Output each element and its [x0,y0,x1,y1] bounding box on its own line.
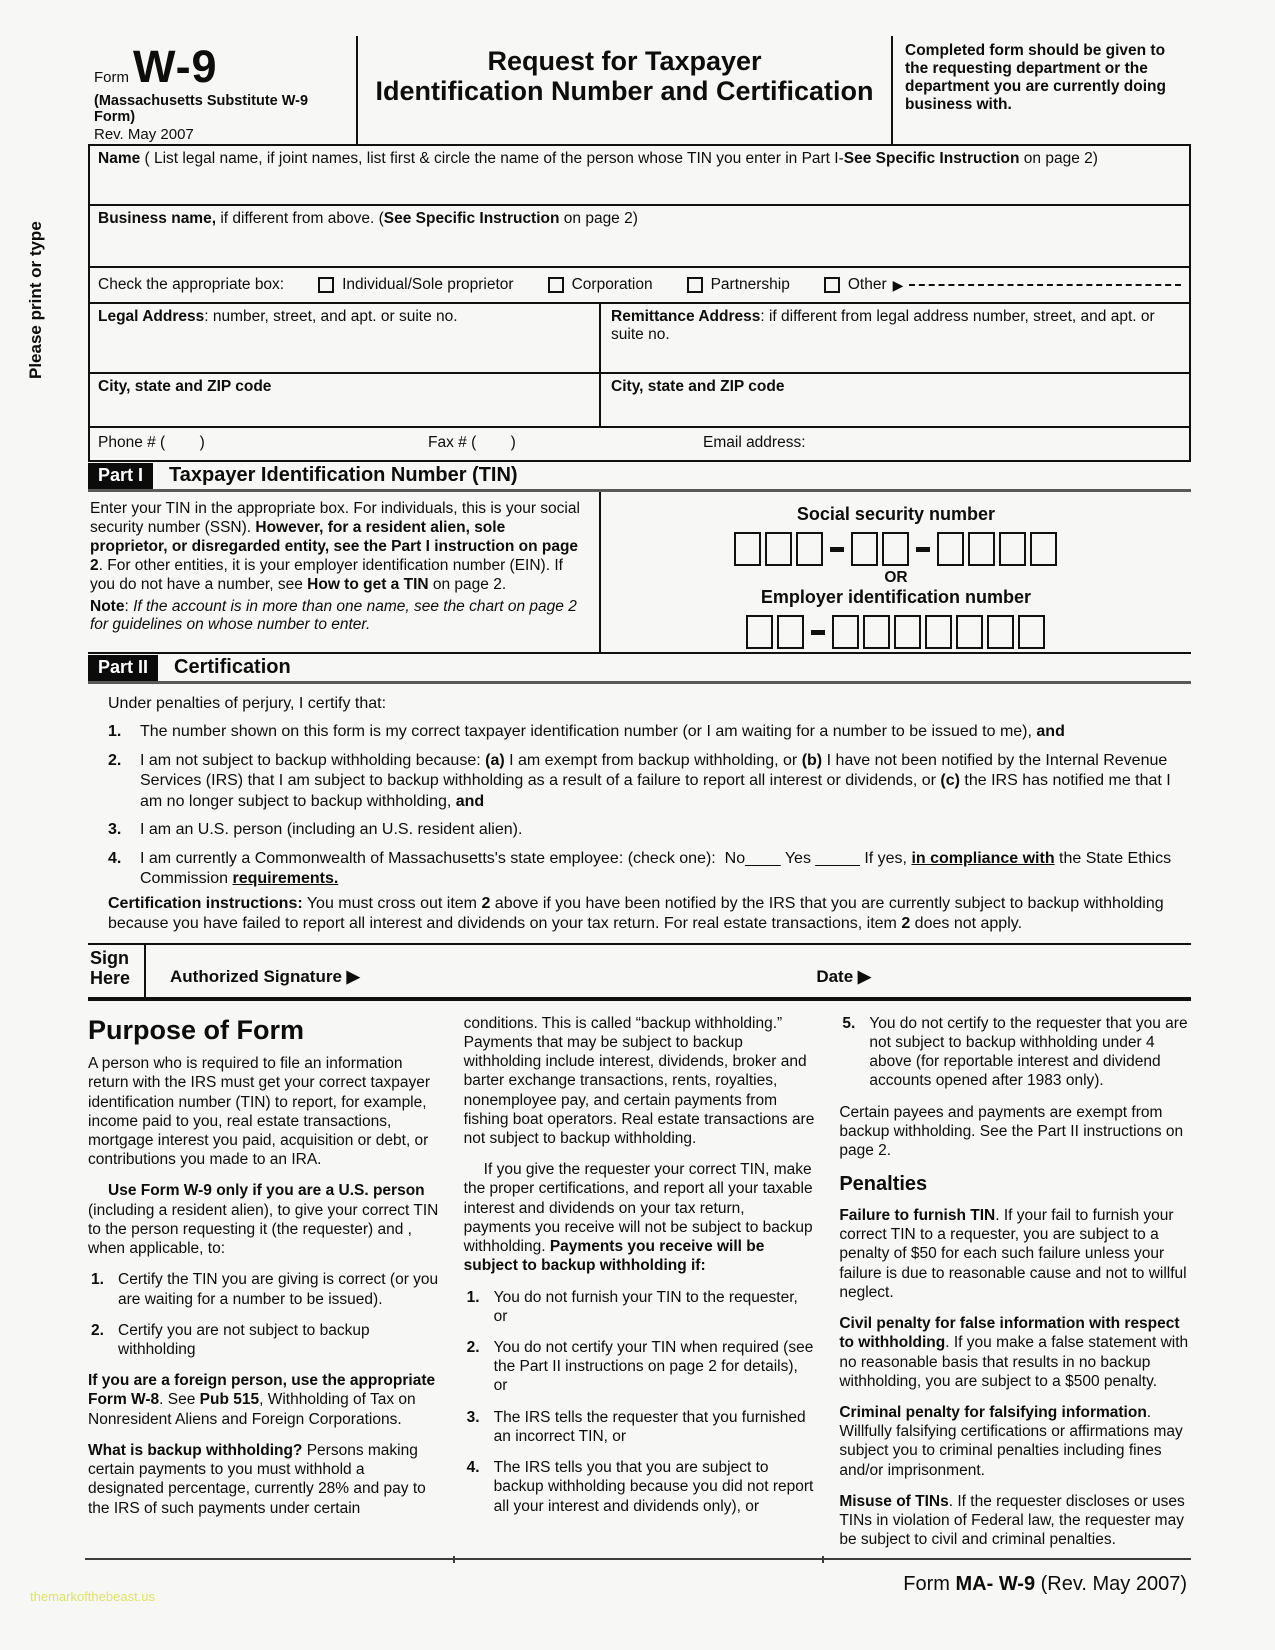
arrow-right-icon: ▶ [857,966,871,986]
certification-intro: Under penalties of perjury, I certify that: [108,695,387,712]
withholding-item-1 [464,1288,816,1326]
withholding-item-3 [464,1408,816,1446]
item-number: 2. [91,1321,104,1339]
form-grid [88,144,1191,462]
backup-withholding-cont: conditions. This is called “backup withholding.” Payments that may be subject to backup withholding include interest, dividends, broker and barter exchange transactions, rents, royalties, nonemployee pay, and certain payments from fishing boat operators. Real estate transactions are not subject to backup withholding. [463,1014,815,1147]
item-text: Certify you are not subject to backup withholding [118,1321,370,1358]
check-box-label: Check the appropriate box: [98,276,285,293]
item-number: 3. [466,1408,480,1426]
part2-label: Part II [88,655,158,681]
footer-rule [85,1558,1191,1560]
checkbox-partnership[interactable] [687,277,703,293]
form-title-line2: Identification Number and Certification [375,76,874,107]
form-title-line1: Request for Taxpayer [487,46,762,76]
checkbox-corporation-label: Corporation [571,276,653,293]
form-word: Form [94,69,129,86]
form-title [356,36,891,144]
certification-instructions: Certification instructions: You must cross out item 2 above if you have been notified by the IRS that you are currently subject to backup withholding because you have failed to report all interest and dividends on your tax return. For real estate transactions, item 2 does not apply. [108,894,1164,933]
civil-penalty-paragraph: Civil penalty for false information with respect to withholding. If you make a false statement with no reasonable basis that results in no backup withholding, you are subject to a $500 penalty. [839,1315,1189,1390]
part1-instructions [88,492,601,652]
tin-entry-panel [601,492,1191,652]
city-right-label: City, state and ZIP code [611,378,785,395]
sign-here-label [88,945,146,997]
ein-label: Employer identification number [760,587,1031,607]
misuse-of-tins-paragraph: Misuse of TINs. If the requester discloses or uses TINs in violation of Federal law, the requester may be subject to civil and criminal penalties. [839,1492,1185,1549]
form-header [88,36,1191,144]
cert-item-text: I am an U.S. person (including an U.S. resident alien). [140,821,523,839]
ssn-box[interactable] [999,532,1026,566]
authorized-signature-text: Authorized Signature [170,966,342,986]
legal-address-label: Legal Address: number, street, and apt. or suite no. [98,308,458,325]
checkbox-other[interactable] [824,277,840,293]
purpose-heading: Purpose of Form [88,1014,305,1045]
here-word: Here [90,968,131,989]
ein-box[interactable] [987,615,1014,649]
ein-box[interactable] [956,615,983,649]
ssn-dash [916,547,930,552]
tin-note: Note: If the account is in more than one name, see the chart on page 2 for guidelines on whose number to enter. [90,597,577,634]
ssn-box[interactable] [851,532,878,566]
withholding-item-2 [464,1338,816,1396]
item-number: 1. [91,1271,104,1289]
purpose-item-1 [88,1270,440,1308]
cert-item-text: I am not subject to backup withholding because: (a) I am exempt from backup withholding, or (b) I have not been notified by the Internal Revenue Services (IRS) that I am subject to backup withholding as a result of a failure to report all interest or dividends, or (c) the IRS has notified me that I am no longer subject to backup withholding, and [140,751,1171,810]
item-text: Certify the TIN you are giving is correct (or you are waiting for a number to be issued). [118,1271,439,1308]
failure-to-furnish-paragraph: Failure to furnish TIN. If your fail to furnish your correct TIN to a requester, you are subject to a penalty of $50 for each such failure unless your failure is due to reasonable cause and not to willful neglect. [839,1207,1187,1301]
contact-row [90,426,1189,460]
ssn-box[interactable] [968,532,995,566]
checkbox-individual-sole-proprietor[interactable] [318,277,334,293]
criminal-penalty-paragraph: Criminal penalty for falsifying information. Willfully falsifying certifications or affirmations may subject you to criminal penalties including fines and/or imprisonment. [839,1403,1183,1479]
signature-area [146,945,1191,997]
ein-box[interactable] [1018,615,1045,649]
form-number: W-9 [133,41,218,92]
email-field[interactable]: Email address: [703,434,806,451]
or-label: OR [884,569,908,586]
date-text: Date [816,966,854,986]
remittance-address-field[interactable] [601,304,1189,372]
business-name-label: Business name, if different from above. (See Specific Instruction on page 2) [98,210,638,227]
cert-item-2 [108,751,1185,812]
column-penalties [839,1014,1191,1562]
arrow-right-icon: ▶ [346,966,360,986]
business-name-field[interactable] [90,204,1189,266]
backup-withholding-intro: What is backup withholding? Persons making certain payments to you must withhold a designated percentage, currently 28% and pay to the IRS of such payments under certain [88,1441,426,1517]
ssn-box[interactable] [882,532,909,566]
fax-field[interactable]: Fax # ( ) [428,434,516,451]
other-specify-line[interactable] [909,284,1181,286]
form-id-block [88,36,356,144]
checkbox-individual-label: Individual/Sole proprietor [342,276,514,293]
item-number: 2. [466,1338,480,1356]
rule-tick [453,1556,455,1563]
ssn-box[interactable] [937,532,964,566]
checkbox-partnership-label: Partnership [710,276,790,293]
withholding-item-5 [839,1014,1191,1091]
part2-body [88,684,1191,943]
arrow-right-icon: ▶ [892,276,904,293]
ein-dash [811,630,825,635]
city-state-zip-left-field[interactable] [90,374,601,426]
item-number: 5. [842,1014,856,1032]
part1-body [88,492,1191,654]
part2-bar [88,654,1191,684]
sign-word: Sign [90,947,129,968]
purpose-item-2 [88,1321,440,1359]
ein-box[interactable] [863,615,890,649]
item-text: You do not certify to the requester that you are not subject to backup withholding under 4 above (for reportable interest and dividend accounts opened after 1983 only). [869,1014,1188,1090]
city-left-label: City, state and ZIP code [98,378,272,395]
part1-title: Taxpayer Identification Number (TIN) [169,464,518,486]
item-number: 4. [466,1459,480,1477]
item-text: The IRS tells you that you are subject to backup withholding because you did not report all your interest and dividends only), or [493,1459,814,1515]
cert-item-1 [108,722,1185,742]
part2-title: Certification [174,656,291,678]
ssn-box[interactable] [765,532,792,566]
ein-box[interactable] [925,615,952,649]
column-backup-withholding [464,1014,816,1562]
penalties-heading: Penalties [839,1173,928,1196]
city-state-zip-right-field[interactable] [601,374,1189,426]
cert-item-text: The number shown on this form is my correct taxpayer identification number (or I am waiting for a number to be issued to me), and [140,723,1065,741]
entity-type-row [90,266,1189,302]
remittance-address-label: Remittance Address: if different from legal address number, street, and apt. or suite no. [611,308,1155,343]
header-note: Completed form should be given to the requesting department or the department you are currently doing business with. [891,36,1191,144]
cert-item-4[interactable] [108,849,1185,890]
cert-item-number: 3. [108,821,122,839]
date-label [816,967,871,987]
checkbox-corporation[interactable] [548,277,564,293]
item-text: You do not furnish your TIN to the requester, or [493,1288,798,1325]
rule-tick [822,1556,824,1563]
purpose-p1: A person who is required to file an information return with the IRS must get your correct taxpayer identification number (TIN) to report, for example, income paid to you, real estate transactions, mortgage interest you paid, acquisition or debt, or contributions you made to an IRA. [88,1055,430,1169]
part1-bar [88,462,1191,492]
address-row [90,302,1189,372]
ein-boxes[interactable] [601,615,1191,649]
print-or-type-label: Please print or type [26,221,45,379]
form-subtitle: (Massachusetts Substitute W-9 Form) [94,92,309,125]
legal-address-field[interactable] [90,304,601,372]
cert-item-number: 4. [108,849,122,867]
ein-box[interactable] [746,615,773,649]
checkbox-other-label: Other [847,276,887,293]
phone-field[interactable]: Phone # ( ) [98,434,205,451]
cert-item-number: 1. [108,723,122,741]
cert-item-number: 2. [108,751,122,769]
part1-label: Part I [88,463,153,489]
cert-item-text: I am currently a Commonwealth of Massachusetts's state employee: (check one): No____ Yes _____ If yes, in compliance with the State Ethics Commission requirements. [140,849,1176,888]
name-field[interactable] [90,146,1189,204]
ein-box[interactable] [832,615,859,649]
ssn-dash [830,547,844,552]
tin-instructions: Enter your TIN in the appropriate box. For individuals, this is your social security number (SSN). However, for a resident alien, sole proprietor, or disregarded entity, see the Part I instruction on page 2. For other entities, it is your employer identification number (EIN). If you do not have a number, see How to get a TIN on page 2. [90,500,580,593]
purpose-p2: Use Form W-9 only if you are a U.S. person (including a resident alien), to give your correct TIN to the person requesting it (the requester) and , when applicable, to: [88,1182,439,1258]
correct-tin-paragraph: If you give the requester your correct TIN, make the proper certifications, and report all your taxable interest and dividends on your tax return, payments you receive will not be subject to backup withholding. Payments you receive will be subject to backup withholding if: [463,1161,813,1275]
ein-box[interactable] [777,615,804,649]
column-purpose [88,1014,440,1562]
watermark-link[interactable]: themarkofthebeast.us [30,1589,156,1604]
item-text: You do not certify your TIN when required (see the Part II instructions on page 2 for details), or [493,1338,814,1395]
instructions-columns [88,1014,1191,1562]
ssn-boxes[interactable] [601,532,1191,566]
withholding-item-4 [464,1458,816,1516]
ssn-box[interactable] [1030,532,1057,566]
form-revision: Rev. May 2007 [94,125,194,143]
cert-item-3 [108,820,1185,840]
name-label: Name ( List legal name, if joint names, list first & circle the name of the person whose TIN you enter in Part I-See Specific Instruction on page 2) [98,150,1098,167]
exempt-payees-paragraph: Certain payees and payments are exempt from backup withholding. See the Part II instructions on page 2. [839,1103,1184,1159]
item-text: The IRS tells the requester that you furnished an incorrect TIN, or [493,1408,806,1445]
ein-box[interactable] [894,615,921,649]
sign-here-row [88,943,1191,1001]
city-row [90,372,1189,426]
foreign-person-note: If you are a foreign person, use the appropriate Form W-8. See Pub 515, Withholding of Tax on Nonresident Aliens and Foreign Corporations. [88,1372,436,1428]
ssn-box[interactable] [734,532,761,566]
authorized-signature-label [170,967,360,987]
item-number: 1. [466,1288,480,1306]
ssn-label: Social security number [796,504,995,524]
ssn-box[interactable] [796,532,823,566]
footer-form-id: Form MA- W-9 (Rev. May 2007) [903,1573,1187,1595]
